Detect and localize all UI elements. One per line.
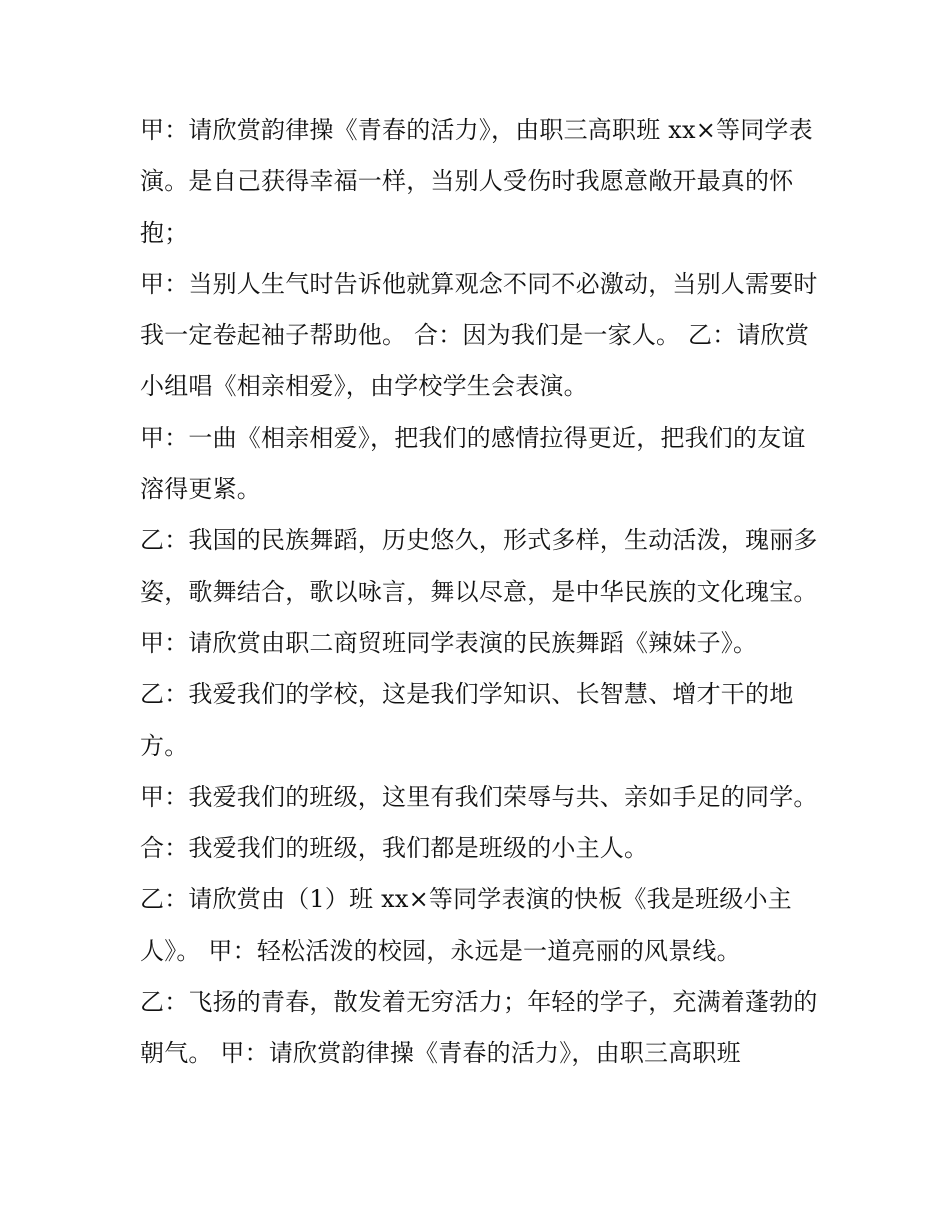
paragraph-9: 乙：飞扬的青春，散发着无穷活力；年轻的学子，充满着蓬勃的朝气。 甲：请欣赏韵律操《青春的活力》，由职三高职班 [140,988,818,1068]
paragraph-8: 乙：请欣赏由（1）班 xx×等同学表演的快板《我是班级小主人》。 甲：轻松活泼的校园，永远是一道亮丽的风景线。 [140,885,792,965]
paragraph-3: 甲：一曲《相亲相爱》，把我们的感情拉得更近，把我们的友谊溶得更紧。 [140,423,806,504]
paragraph-6: 乙：我爱我们的学校，这是我们学知识、长智慧、增才干的地方。 [140,680,794,760]
paragraph-1: 甲：请欣赏韵律操《青春的活力》，由职三高职班 xx×等同学表演。是自己获得幸福一样，当别人受伤时我愿意敞开最真的怀抱； [140,116,813,247]
paragraph-7: 甲：我爱我们的班级，这里有我们荣辱与共、亲如手足的同学。 合：我爱我们的班级，我们都是班级的小主人。 [140,782,818,863]
document-body [140,105,820,1080]
paragraph-2: 甲：当别人生气时告诉他就算观念不同不必激动，当别人需要时我一定卷起袖子帮助他。 合：因为我们是一家人。 乙：请欣赏小组唱《相亲相爱》，由学校学生会表演。 [140,269,818,401]
paragraph-5: 甲：请欣赏由职二商贸班同学表演的民族舞蹈《辣妹子》。 [140,628,758,657]
paragraph-4: 乙：我国的民族舞蹈，历史悠久，形式多样，生动活泼，瑰丽多姿，歌舞结合，歌以咏言，舞以尽意，是中华民族的文化瑰宝。 [140,526,818,606]
